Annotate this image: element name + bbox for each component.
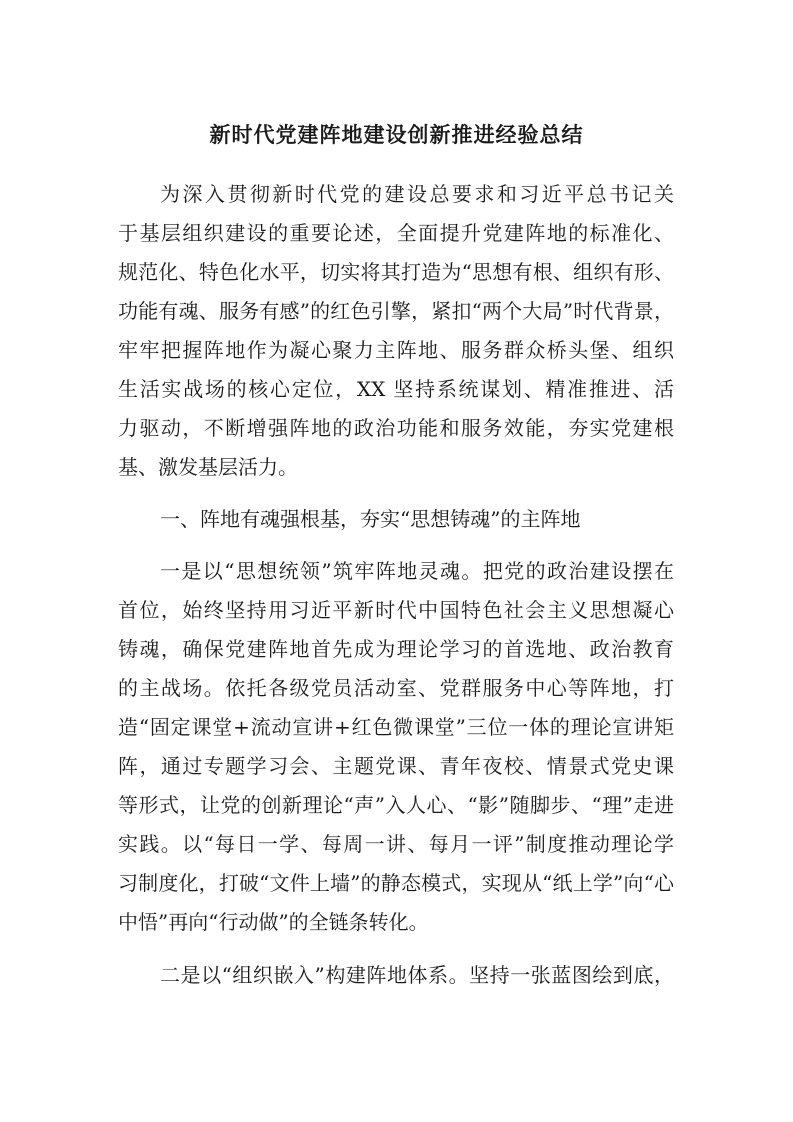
paragraph-line: 基、激发基层活力。 [118, 455, 298, 479]
paragraph-line: 于基层组织建设的重要论述，全面提升党建阵地的标准化、 [118, 221, 674, 245]
paragraph-line: 力驱动，不断增强阵地的政治功能和服务效能，夯实党建根 [118, 416, 674, 440]
paragraph-line: 首位，始终坚持用习近平新时代中国特色社会主义思想凝心 [118, 598, 674, 622]
paragraph-line: 规范化、特色化水平，切实将其打造为“思想有根、组织有形、 [118, 260, 674, 284]
paragraph-line: 二是以“组织嵌入”构建阵地体系。坚持一张蓝图绘到底， [160, 963, 674, 987]
paragraph-line: 中悟”再向“行动做”的全链条转化。 [118, 910, 429, 934]
paragraph-line: 铸魂，确保党建阵地首先成为理论学习的首选地、政治教育 [118, 637, 674, 661]
paragraph-line: 为深入贯彻新时代党的建设总要求和习近平总书记关 [160, 182, 674, 206]
paragraph-line: 等形式，让党的创新理论“声”入人心、“影”随脚步、“理”走进 [118, 793, 674, 817]
paragraph-line: 生活实战场的核心定位，XX 坚持系统谋划、精准推进、活 [118, 377, 674, 401]
paragraph-line: 习制度化，打破“文件上墙”的静态模式，实现从“纸上学”向“心 [118, 871, 674, 895]
section-heading: 一、阵地有魂强根基，夯实“思想铸魂”的主阵地 [160, 507, 581, 531]
paragraph-line: 功能有魂、服务有感”的红色引擎，紧扣“两个大局”时代背景， [118, 299, 674, 323]
paragraph-line: 的主战场。依托各级党员活动室、党群服务中心等阵地，打 [118, 676, 674, 700]
paragraph-line: 牢牢把握阵地作为凝心聚力主阵地、服务群众桥头堡、组织 [118, 338, 674, 362]
paragraph-line: 实践。以“每日一学、每周一讲、每月一评”制度推动理论学 [118, 832, 674, 856]
document-title: 新时代党建阵地建设创新推进经验总结 [209, 122, 584, 147]
paragraph-line: 阵，通过专题学习会、主题党课、青年夜校、情景式党史课 [118, 754, 674, 778]
paragraph-line: 造“固定课堂+流动宣讲+红色微课堂”三位一体的理论宣讲矩 [118, 715, 674, 739]
paragraph-line: 一是以“思想统领”筑牢阵地灵魂。把党的政治建设摆在 [160, 559, 674, 583]
